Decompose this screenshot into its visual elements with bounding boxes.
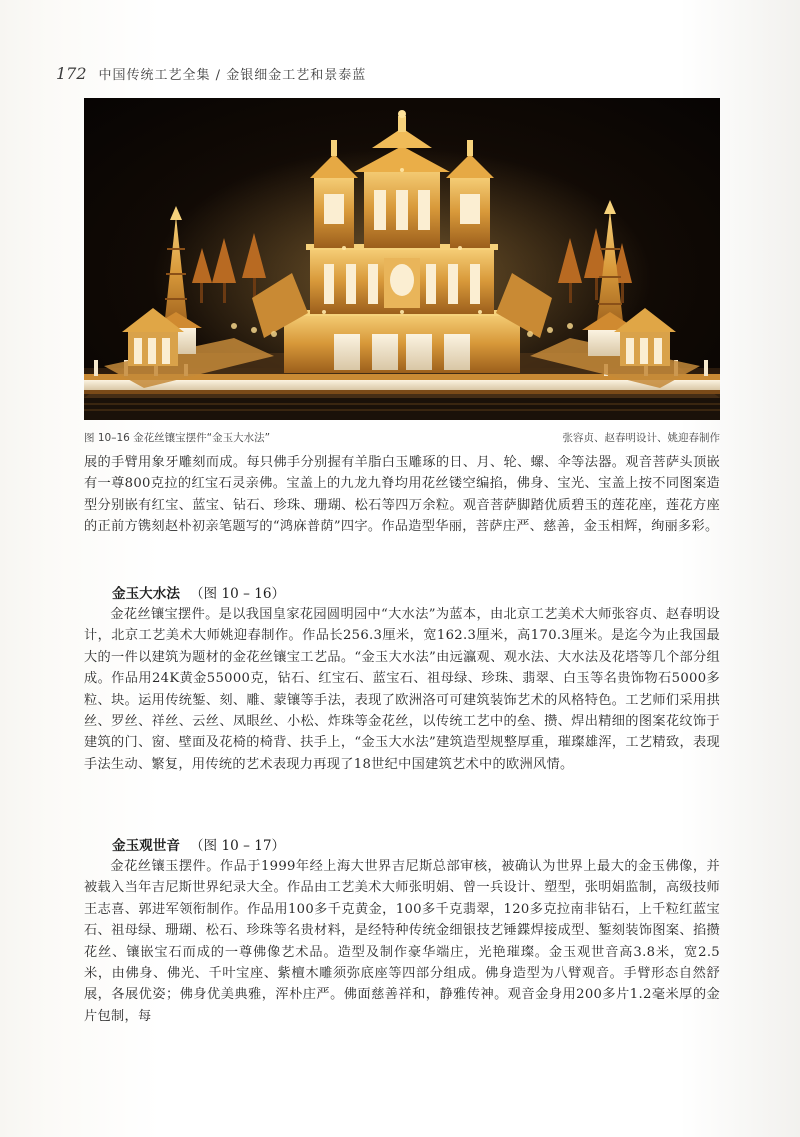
caption-title: 图 10–16 金花丝镶宝摆件“金玉大水法” [84, 432, 271, 444]
continuation-paragraph-block [84, 452, 720, 538]
section-body-block-2 [84, 856, 720, 1027]
running-title: 中国传统工艺全集 / 金银细金工艺和景泰蓝 [98, 68, 367, 83]
section-body-1: 金花丝镶宝摆件。是以我国皇家花园圆明园中“大水法”为蓝本，由北京工艺美术大师张容贞、赵春明设计，北京工艺美术大师姚迎春制作。作品长256.3厘米，宽162.3厘米，高170.3厘米。是迄今为止我国最大的一件以建筑为题材的金花丝镶宝工艺品。“金玉大水法”由远瀛观、观水法、大水法及花塔等几个部分组成。作品用24K黄金55000克，钻石、红宝石、蓝宝石、祖母绿、珍珠、翡翠、白玉等名贵饰物石5000多粒、块。运用传统錾、刻、雕、蒙镶等手法，表现了欧洲洛可可建筑装饰艺术的风格特色。工艺师们采用拱丝、罗丝、祥丝、云丝、凤眼丝、小松、炸珠等金花丝，以传统工艺中的垒、攒、焊出精细的图案花纹饰于建筑的门、窗、壁面及花椅的椅背、扶手上，“金玉大水法”建筑造型规整厚重，璀璨雄浑，工艺精致，表现手法生动、繁复，用传统的艺术表现力再现了18世纪中国建筑艺术中的欧洲风情。 [84, 607, 720, 772]
caption-credit: 张容贞、赵春明设计、姚迎春制作 [562, 432, 720, 444]
page-number: 172 [56, 64, 87, 83]
section-figure-ref-1: （图 10 – 16） [189, 586, 286, 602]
section-body-2: 金花丝镶玉摆件。作品于1999年经上海大世界吉尼斯总部审核，被确认为世界上最大的金玉佛像，并被载入当年吉尼斯世界纪录大全。作品由工艺美术大师张明娟、曾一兵设计、塑型，张明娟监制，高级技师王志喜、郭进军领衔制作。作品用100多千克黄金，100多千克翡翠，120多克拉南非钻石，上千粒红蓝宝石、祖母绿、珊瑚、松石、珍珠等名贵材料，是经特种传统金细银技艺锤鍱焊接成型、錾刻装饰图案、掐攒花丝、镶嵌宝石而成的一尊佛像艺术品。造型及制作豪华端庄，光艳璀璨。金玉观世音高3.8米，宽2.5米，由佛身、佛光、千叶宝座、紫檀木雕须弥底座等四部分组成。佛身造型为八臂观音。手臂形态自然舒展，各展优姿；佛身优美典雅，浑朴庄严。佛面慈善祥和，静雅传神。观音金身用200多片1.2毫米厚的金片包制，每 [84, 859, 720, 1024]
section-heading-2 [112, 834, 285, 854]
section-heading-1 [112, 582, 285, 602]
section-title-2: 金玉观世音 [112, 838, 180, 854]
section-figure-ref-2: （图 10 – 17） [189, 838, 286, 854]
figure-caption [84, 430, 720, 444]
figure-photo [84, 98, 720, 420]
continuation-paragraph: 展的手臂用象牙雕刻而成。每只佛手分别握有羊脂白玉雕琢的日、月、轮、螺、伞等法器。观音菩萨头顶嵌有一尊800克拉的红宝石灵亲佛。宝盖上的九龙九脊均用花丝镂空编掐，佛身、宝光、宝盖上按不同图案造型分别嵌有红宝、蓝宝、钻石、珍珠、珊瑚、松石等四万余粒。观音菩萨脚踏优质碧玉的莲花座，莲花方座的正前方镌刻赵朴初亲笔题写的“鸿庥普荫”四字。作品造型华丽，菩萨庄严、慈善，金玉相辉，绚丽多彩。 [84, 455, 720, 535]
page-header [56, 64, 366, 84]
section-title-1: 金玉大水法 [112, 586, 180, 602]
section-body-block-1 [84, 604, 720, 775]
palace-model-illustration [84, 98, 720, 420]
